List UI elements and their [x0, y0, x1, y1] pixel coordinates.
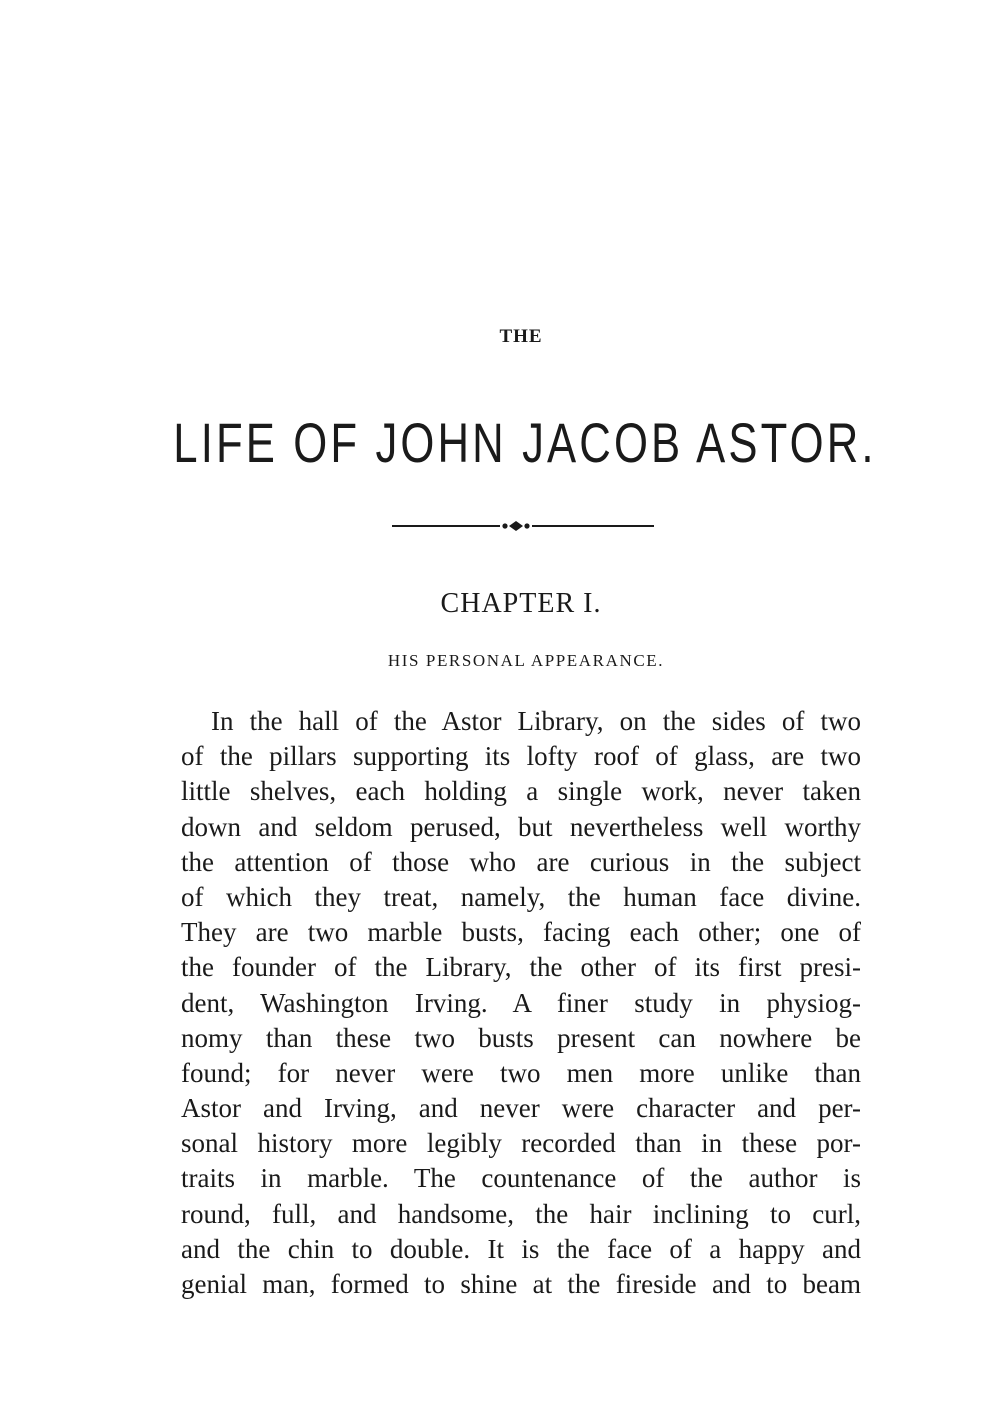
text-line: nomy than these two busts present can nowhere be — [181, 1022, 861, 1053]
text-line: down and seldom perused, but nevertheless well worthy — [181, 811, 861, 842]
book-title: LIFE OF JOHN JACOB ASTOR. — [173, 411, 877, 474]
text-line: Astor and Irving, and never were character and per- — [181, 1093, 861, 1124]
text-line: and the chin to double. It is the face of a happy and — [181, 1233, 861, 1264]
chapter-heading: CHAPTER I. — [440, 588, 602, 619]
drop-initial: In — [211, 706, 234, 736]
text-line: found; for never were two men more unlike than — [181, 1057, 861, 1088]
text-line: of the pillars supporting its lofty roof of glass, are two — [181, 741, 861, 772]
body-text — [181, 704, 861, 1302]
ornament-divider-icon — [392, 516, 654, 536]
text-line: traits in marble. The countenance of the author is — [181, 1163, 861, 1194]
title-prefix: THE — [499, 326, 543, 347]
text-line: of which they treat, namely, the human face divine. — [181, 881, 861, 912]
text-line: genial man, formed to shine at the fireside and to beam — [181, 1269, 861, 1299]
text-line: little shelves, each holding a single work, never taken — [181, 776, 861, 807]
text-line: They are two marble busts, facing each other; one of — [181, 917, 861, 948]
text-line: the attention of those who are curious in the subject — [181, 846, 861, 877]
text-line: dent, Washington Irving. A finer study in physiog- — [181, 987, 861, 1018]
text-line: round, full, and handsome, the hair inclining to curl, — [181, 1198, 861, 1229]
text-line: sonal history more legibly recorded than in these por- — [181, 1128, 861, 1159]
chapter-subtitle: HIS PERSONAL APPEARANCE. — [387, 651, 665, 670]
text-line: In the hall of the Astor Library, on the sides of two — [211, 706, 861, 736]
text-line: the founder of the Library, the other of its first presi- — [181, 952, 861, 983]
